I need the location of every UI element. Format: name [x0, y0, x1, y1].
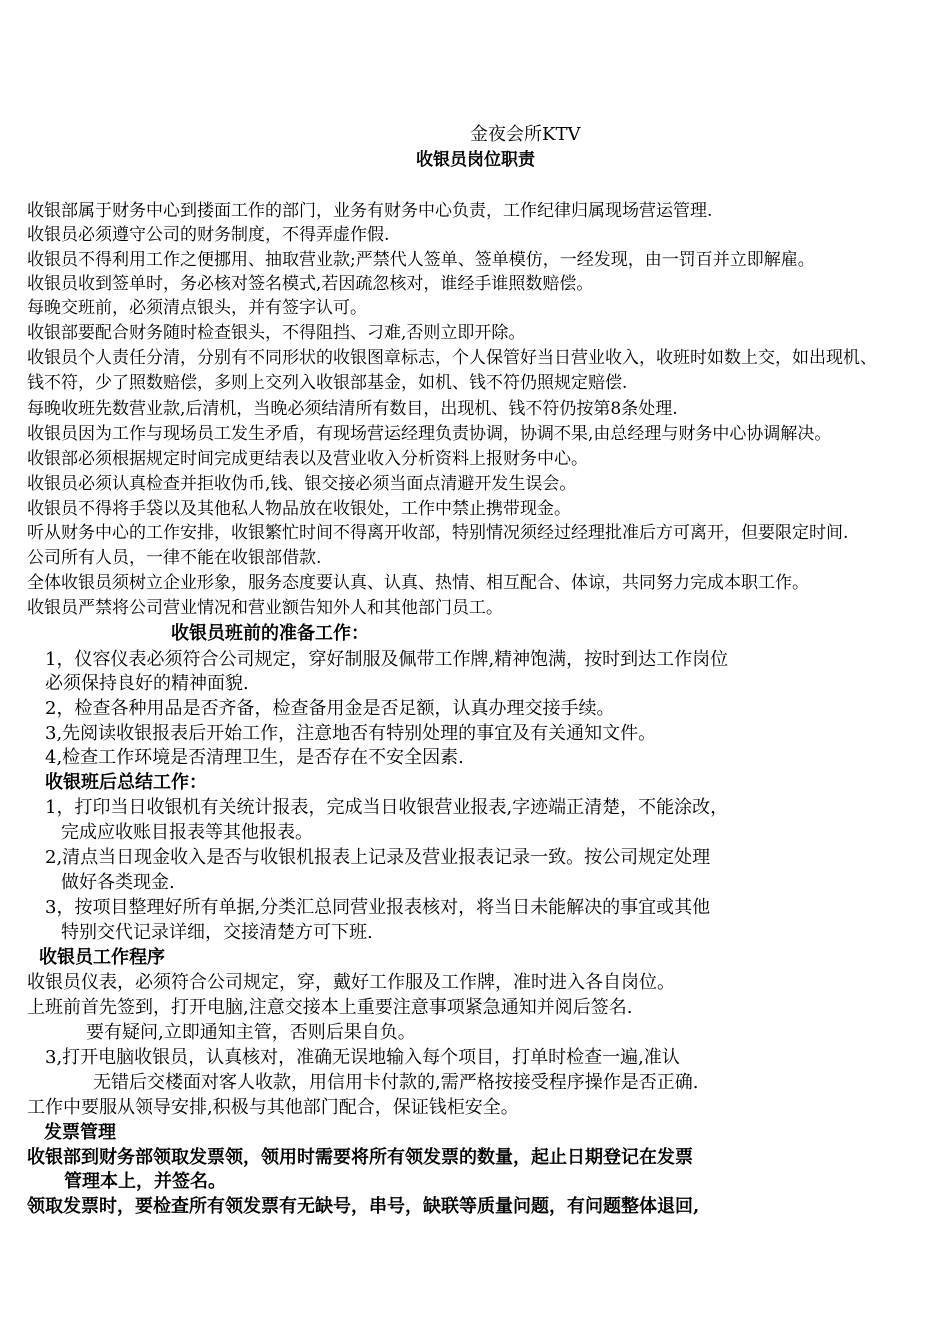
duty-line: 收银员必须遵守公司的财务制度，不得弄虚作假. [27, 225, 390, 245]
duty-line: 公司所有人员，一律不能在收银部借款. [27, 548, 322, 568]
after-line: 特别交代记录详细，交接清楚方可下班. [61, 922, 373, 943]
prep-line: 3,先阅读收银报表后开始工作，注意地否有特别处理的事宜及有关通知文件。 [45, 723, 657, 744]
prep-line: 4,检查工作环境是否清理卫生，是否存在不安全因素. [45, 747, 464, 768]
prep-line: 1，仪容仪表必须符合公司规定，穿好制服及佩带工作牌,精神饱满，按时到达工作岗位 [45, 649, 729, 670]
after-line: 1，打印当日收银机有关统计报表，完成当日收银营业报表,字迹端正清楚，不能涂改， [45, 797, 729, 818]
duty-line: 听从财务中心的工作安排，收银繁忙时间不得离开收部，特别情况须经过经理批准后方可离开，但要限定时间. [27, 523, 849, 543]
prep-heading: 收银员班前的准备工作： [171, 623, 369, 644]
document-title: 金夜会所KTV [470, 124, 581, 145]
duty-line: 收银员严禁将公司营业情况和营业额告知外人和其他部门员工。 [27, 598, 503, 618]
procedure-line: 收银员仪表，必须符合公司规定，穿，戴好工作服及工作牌，准时进入各自岗位。 [27, 972, 675, 993]
procedure-line: 无错后交楼面对客人收款，用信用卡付款的,需严格按接受程序操作是否正确. [93, 1072, 699, 1093]
invoice-line: 管理本上，并签名。 [64, 1171, 226, 1192]
duty-line: 收银员个人责任分清，分别有不同形状的收银图章标志，个人保管好当日营业收入，收班时如数上交，如出现机、 [27, 348, 877, 368]
after-line: 完成应收账目报表等其他报表。 [61, 822, 313, 843]
procedure-line: 要有疑问,立即通知主管，否则后果自负。 [86, 1022, 416, 1043]
duty-line: 收银员必须认真检查并拒收伪币,钱、银交接必须当面点清避开发生误会。 [27, 474, 577, 494]
invoice-line: 领取发票时，要检查所有领发票有无缺号，串号，缺联等质量问题，有问题整体退回, [27, 1196, 700, 1217]
after-heading: 收银班后总结工作： [45, 772, 207, 793]
after-line: 3，按项目整理好所有单据,分类汇总同营业报表核对，将当日未能解决的事宜或其他 [45, 897, 711, 918]
duty-line: 全体收银员须树立企业形象，服务态度要认真、认真、热情、相互配合、体谅，共同努力完成本职工作。 [27, 573, 809, 593]
document-subtitle: 收银员岗位职责 [416, 150, 535, 170]
duty-line: 收银部必须根据规定时间完成更结表以及营业收入分析资料上报财务中心。 [27, 449, 588, 469]
duty-line: 收银员因为工作与现场员工发生矛盾，有现场营运经理负责协调，协调不果,由总经理与财务中心协调解决。 [27, 424, 832, 444]
duty-line: 每晚收班先数营业款,后清机，当晚必须结清所有数目，出现机、钱不符仍按第8条处理. [27, 399, 678, 419]
invoice-line: 收银部到财务部领取发票领，领用时需要将所有领发票的数量，起止日期登记在发票 [27, 1147, 693, 1168]
prep-line: 必须保持良好的精神面貌. [45, 673, 249, 694]
procedure-line: 工作中要服从领导安排,积极与其他部门配合，保证钱柜安全。 [27, 1097, 519, 1118]
after-line: 2,清点当日现金收入是否与收银机报表上记录及营业报表记录一致。按公司规定处理 [45, 847, 711, 868]
duty-line: 收银部属于财务中心到搂面工作的部门，业务有财务中心负责，工作纪律归属现场营运管理. [27, 201, 713, 221]
procedure-line: 3,打开电脑收银员，认真核对，准确无误地输入每个项目，打单时检查一遍,准认 [45, 1047, 680, 1068]
procedure-line: 上班前首先签到，打开电脑,注意交接本上重要注意事项紧急通知并阅后签名. [27, 997, 633, 1018]
duty-line: 收银部要配合财务随时检查银头，不得阻挡、刁难,否则立即开除。 [27, 323, 526, 343]
duty-line: 收银员不得将手袋以及其他私人物品放在收银处，工作中禁止携带现金。 [27, 499, 571, 519]
prep-line: 2，检查各种用品是否齐备，检查备用金是否足额，认真办理交接手续。 [45, 698, 615, 719]
duty-line: 收银员收到签单时，务必核对签名模式,若因疏忽核对，谁经手谁照数赔偿。 [27, 274, 594, 294]
duty-line: 收银员不得利用工作之便挪用、抽取营业款;严禁代人签单、签单模仿，一经发现，由一罚百并立即解雇。 [27, 250, 815, 270]
invoice-heading: 发票管理 [44, 1122, 116, 1143]
duty-line: 每晚交班前，必须清点银头，并有签字认可。 [27, 298, 367, 318]
after-line: 做好各类现金. [61, 872, 175, 893]
duty-line: 钱不符，少了照数赔偿，多则上交列入收银部基金，如机、钱不符仍照规定赔偿. [27, 373, 628, 393]
procedure-heading: 收银员工作程序 [39, 947, 165, 968]
